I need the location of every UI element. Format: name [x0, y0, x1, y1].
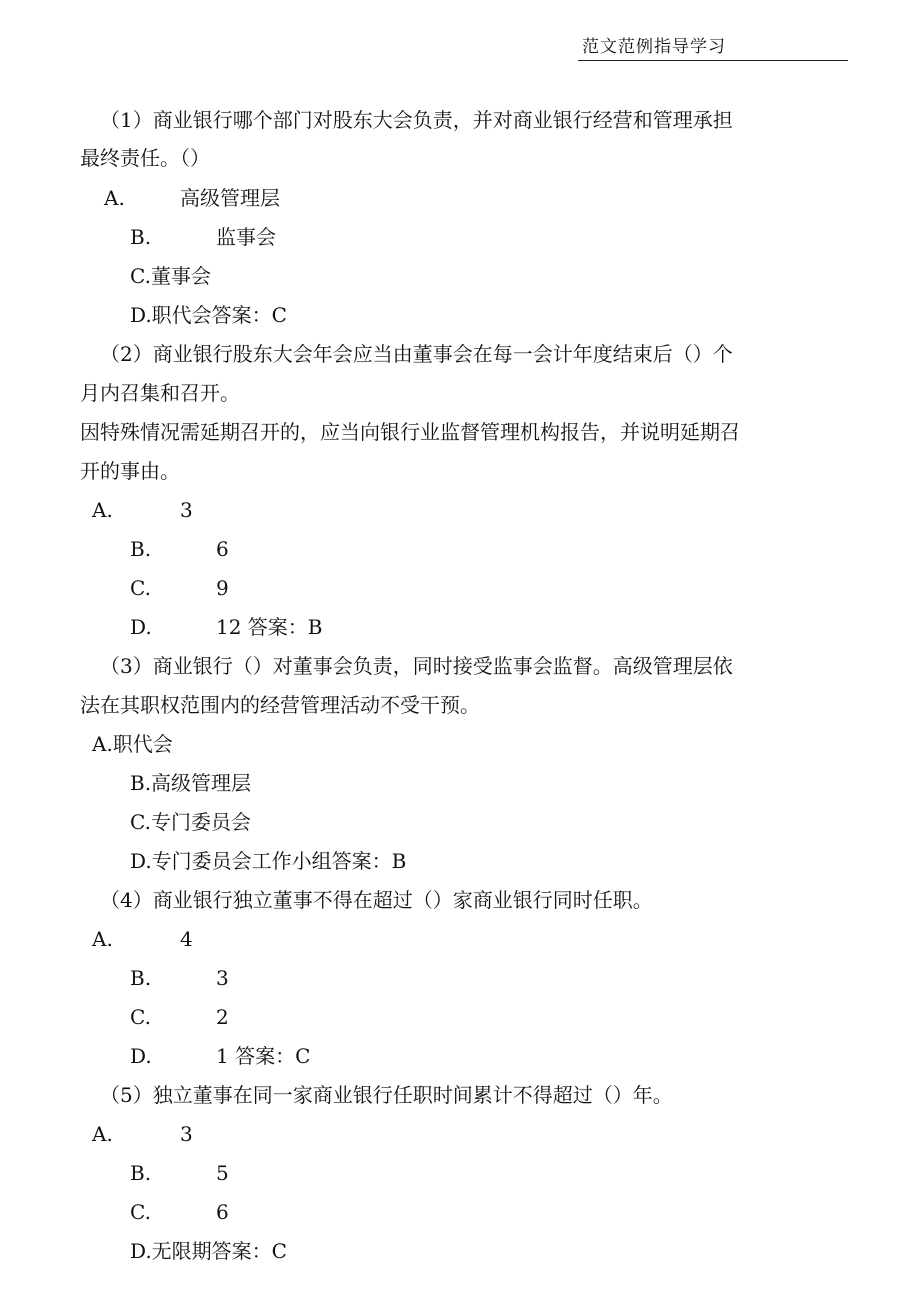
option-key: D. — [130, 615, 152, 639]
q2-option-a — [92, 496, 193, 524]
option-text: 5 — [216, 1161, 229, 1185]
option-text: 监事会 — [216, 225, 276, 249]
option-key: C. — [130, 576, 151, 600]
option-key: A. — [104, 186, 125, 210]
option-key: B. — [130, 966, 152, 990]
q3-option-b: B.高级管理层 — [130, 771, 252, 795]
q1-option-c: C.董事会 — [130, 264, 211, 288]
option-key: C. — [130, 1200, 151, 1224]
q1-option-d-answer: D.职代会答案：C — [130, 303, 287, 327]
option-text: 6 — [216, 1200, 229, 1224]
option-text: 1 答案：C — [216, 1044, 311, 1068]
q5-option-a — [92, 1120, 193, 1148]
q3-option-d-answer: D.专门委员会工作小组答案：B — [130, 849, 407, 873]
option-text: 3 — [180, 498, 193, 522]
q2-option-b — [130, 535, 229, 563]
q1-stem-line2: 最终责任。（） — [80, 146, 210, 170]
q4-option-d-answer — [130, 1042, 310, 1070]
option-text: 9 — [216, 576, 229, 600]
option-text: 6 — [216, 537, 229, 561]
option-key: B. — [130, 225, 152, 249]
q5-stem-line1: （5）独立董事在同一家商业银行任职时间累计不得超过（）年。 — [100, 1083, 673, 1107]
q2-stem-line1: （2）商业银行股东大会年会应当由董事会在每一会计年度结束后（）个 — [100, 342, 733, 366]
option-text: 4 — [180, 927, 193, 951]
q3-stem-line1: （3）商业银行（）对董事会负责，同时接受监事会监督。高级管理层依 — [100, 654, 733, 678]
q5-option-b — [130, 1159, 229, 1187]
q2-stem-line3: 因特殊情况需延期召开的，应当向银行业监督管理机构报告，并说明延期召 — [80, 420, 740, 444]
q4-option-b — [130, 964, 229, 992]
option-text: 3 — [216, 966, 229, 990]
q4-option-c — [130, 1003, 229, 1031]
q2-stem-line4: 开的事由。 — [80, 459, 180, 483]
q3-option-c: C.专门委员会 — [130, 810, 251, 834]
option-key: D. — [130, 1044, 152, 1068]
q5-option-d-answer: D.无限期答案：C — [130, 1239, 287, 1263]
option-text: 12 答案：B — [216, 615, 323, 639]
option-key: C. — [130, 1005, 151, 1029]
option-key: B. — [130, 1161, 152, 1185]
q2-option-d-answer — [130, 613, 323, 641]
option-text: 2 — [216, 1005, 229, 1029]
q1-stem-line1: （1）商业银行哪个部门对股东大会负责，并对商业银行经营和管理承担 — [100, 108, 733, 132]
option-key: A. — [92, 1122, 113, 1146]
q2-option-c — [130, 574, 229, 602]
q3-stem-line2: 法在其职权范围内的经营管理活动不受干预。 — [80, 693, 480, 717]
q2-stem-line2: 月内召集和召开。 — [80, 381, 240, 405]
option-key: B. — [130, 537, 152, 561]
q1-option-b — [130, 223, 276, 251]
option-key: A. — [92, 498, 113, 522]
page-header: 范文范例指导学习 — [578, 32, 848, 61]
option-text: 3 — [180, 1122, 193, 1146]
q1-option-a — [104, 184, 280, 212]
q5-option-c — [130, 1198, 229, 1226]
option-text: 高级管理层 — [180, 186, 280, 210]
option-key: A. — [92, 927, 113, 951]
q3-option-a: A.职代会 — [92, 732, 173, 756]
q4-option-a — [92, 925, 193, 953]
q4-stem-line1: （4）商业银行独立董事不得在超过（）家商业银行同时任职。 — [100, 888, 653, 912]
